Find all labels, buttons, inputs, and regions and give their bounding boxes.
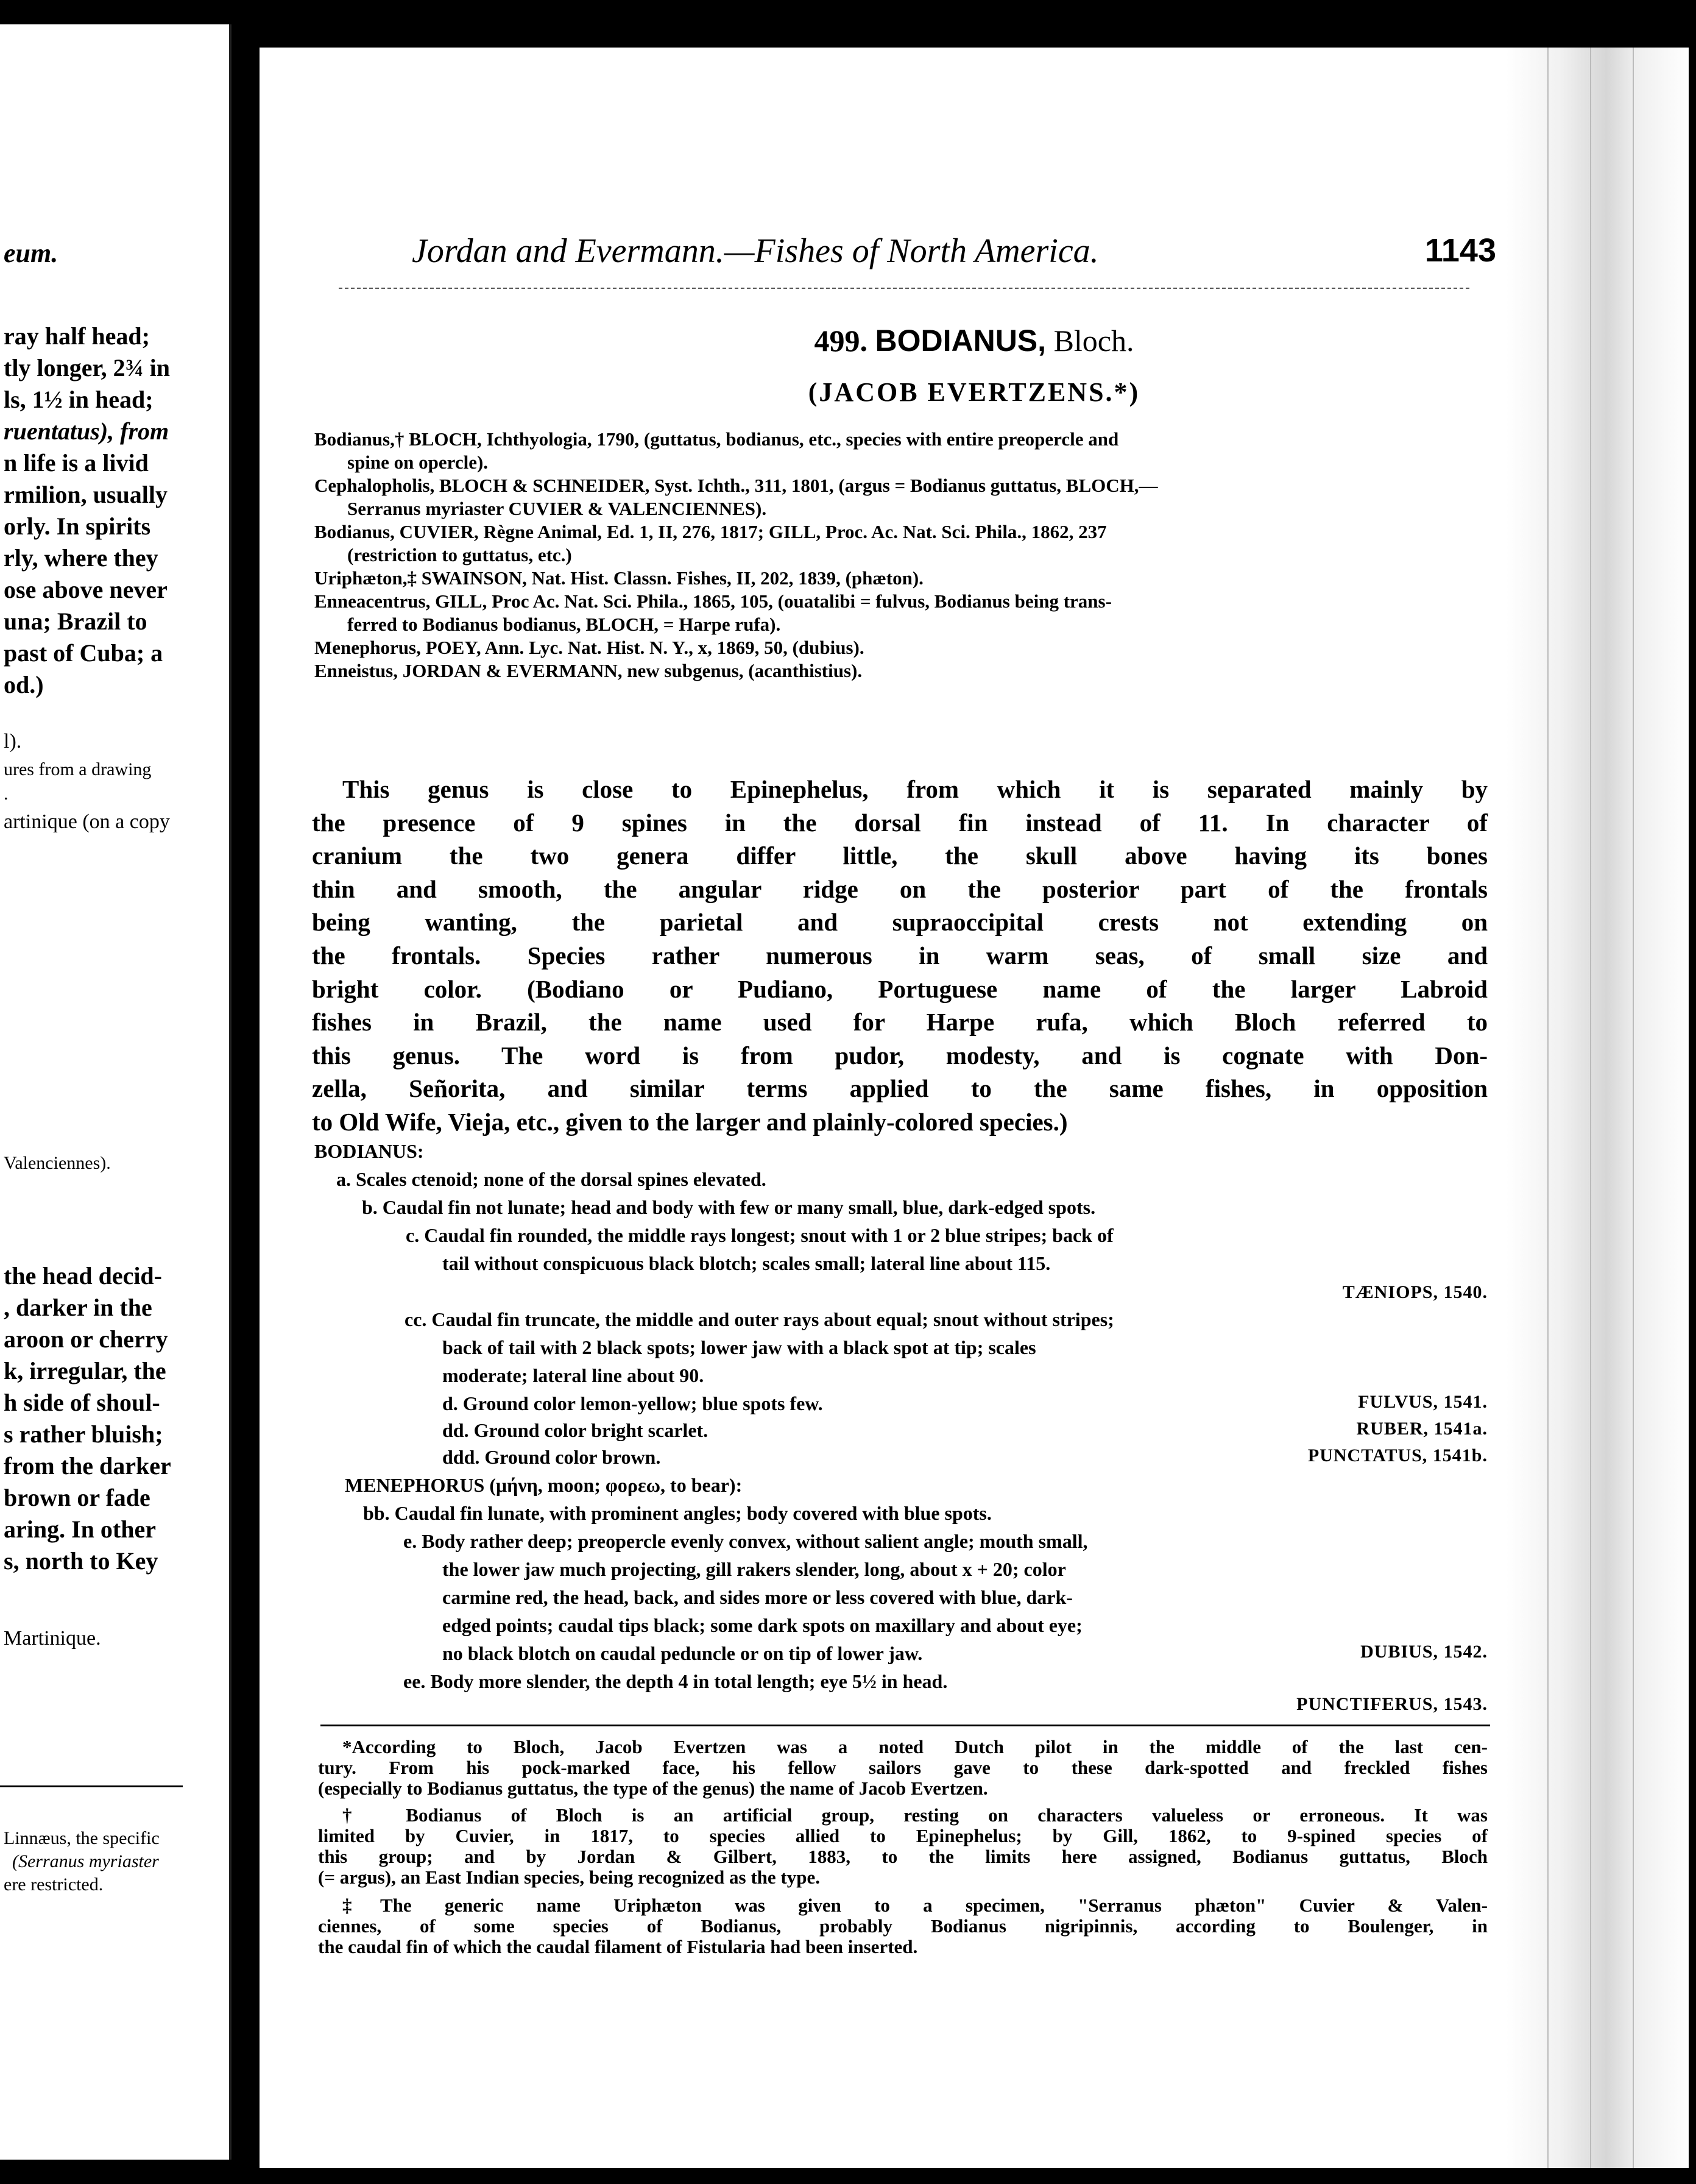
- footnote-line: † Bodianus of Bloch is an artificial group, resting on characters valueless or erroneous. It was: [342, 1804, 1488, 1826]
- key-line: no black blotch on caudal peduncle or on tip of lower jaw.: [442, 1642, 923, 1664]
- key-heading: BODIANUS:: [314, 1140, 424, 1162]
- prev-page-line: l).: [4, 730, 22, 753]
- prev-page-line: artinique (on a copy: [4, 810, 170, 833]
- page-edge-line: [1547, 48, 1549, 2168]
- page-edge-line: [1633, 48, 1634, 2168]
- prev-page-footnote-line: Linnæus, the specific: [4, 1828, 160, 1848]
- prev-page-footnote-rule: [0, 1785, 183, 1787]
- prev-page-line: brown or fade: [4, 1484, 150, 1511]
- prev-page-line: una; Brazil to: [4, 608, 147, 635]
- prev-page-line: orly. In spirits: [4, 512, 151, 540]
- synonymy-entry-continued: ferred to Bodianus bodianus, BLOCH, = Harpe rufa).: [347, 614, 781, 635]
- page-edge-line: [1590, 48, 1591, 2168]
- prev-page-line: from the darker: [4, 1452, 171, 1480]
- key-line: moderate; lateral line about 90.: [442, 1364, 704, 1386]
- key-line: tail without conspicuous black blotch; scales small; lateral line about 115.: [442, 1252, 1051, 1274]
- description-line: being wanting, the parietal and supraoccipital crests not extending on: [312, 908, 1488, 937]
- description-line: fishes in Brazil, the name used for Harpe rufa, which Bloch referred to: [312, 1008, 1488, 1037]
- footnote-line: (= argus), an East Indian species, being recognized as the type.: [318, 1867, 820, 1888]
- description-line: thin and smooth, the angular ridge on the posterior part of the frontals: [312, 874, 1488, 903]
- genus-name: BODIANUS,: [875, 324, 1047, 358]
- prev-page-line: past of Cuba; a: [4, 639, 163, 667]
- key-line: ddd. Ground color brown.: [442, 1446, 661, 1468]
- synonymy-entry-continued: Serranus myriaster CUVIER & VALENCIENNES).: [347, 498, 767, 519]
- key-line: back of tail with 2 black spots; lower jaw with a black spot at tip; scales: [442, 1336, 1036, 1358]
- prev-page-line: ray half head;: [4, 322, 150, 350]
- page-number: 1143: [1424, 232, 1496, 269]
- synonymy-entry: Uriphæton,‡ SWAINSON, Nat. Hist. Classn. Fishes, II, 202, 1839, (phæton).: [314, 567, 924, 589]
- prev-page-line: rly, where they: [4, 544, 158, 572]
- description-line: this genus. The word is from pudor, modesty, and is cognate with Don-: [312, 1041, 1488, 1069]
- key-line: c. Caudal fin rounded, the middle rays longest; snout with 1 or 2 blue stripes; back of: [406, 1224, 1114, 1246]
- prev-page-line: tly longer, 2¾ in: [4, 354, 170, 381]
- prev-page-line: s rather bluish;: [4, 1420, 163, 1448]
- key-species-name: FULVUS, 1541.: [1358, 1392, 1488, 1412]
- description-line: This genus is close to Epinephelus, from which it is separated mainly by: [342, 775, 1488, 803]
- synonymy-entry: Menephorus, POEY, Ann. Lyc. Nat. Hist. N. Y., x, 1869, 50, (dubius).: [314, 637, 864, 658]
- synonymy-entry-continued: spine on opercle).: [347, 452, 489, 473]
- genus-number: 499.: [814, 324, 867, 358]
- prev-page-line: ls, 1½ in head;: [4, 386, 154, 413]
- synonymy-entry-continued: (restriction to guttatus, etc.): [347, 544, 572, 566]
- description-line: bright color. (Bodiano or Pudiano, Portuguese name of the larger Labroid: [312, 974, 1488, 1003]
- running-title: Jordan and Evermann.—Fishes of North America.: [412, 232, 1099, 270]
- genus-author: Bloch.: [1053, 324, 1134, 358]
- genus-heading: [260, 323, 1689, 358]
- key-species-name: PUNCTATUS, 1541b.: [1307, 1445, 1488, 1466]
- key-line: bb. Caudal fin lunate, with prominent angles; body covered with blue spots.: [363, 1502, 992, 1524]
- key-line: e. Body rather deep; preopercle evenly convex, without salient angle; mouth small,: [403, 1530, 1088, 1552]
- key-line: the lower jaw much projecting, gill rakers slender, long, about x + 20; color: [442, 1558, 1066, 1580]
- key-line: b. Caudal fin not lunate; head and body with few or many small, blue, dark-edged spots.: [362, 1196, 1096, 1218]
- prev-page-line: .: [4, 784, 9, 804]
- footnote-line: tury. From his pock-marked face, his fellow sailors gave to these dark-spotted and freckled fishes: [318, 1757, 1488, 1778]
- synonymy-entry: Bodianus,† BLOCH, Ichthyologia, 1790, (guttatus, bodianus, etc., species with entire preopercle and: [314, 428, 1119, 450]
- key-species-name: PUNCTIFERUS, 1543.: [1296, 1694, 1488, 1714]
- key-subgenus-heading: MENEPHORUS (μήνη, moon; φορεω, to bear):: [345, 1474, 743, 1496]
- prev-page-line: the head decid-: [4, 1262, 162, 1289]
- genus-description: [312, 773, 1488, 1139]
- prev-page-line: rmilion, usually: [4, 481, 168, 508]
- prev-page-line: Valenciennes).: [4, 1153, 111, 1173]
- synonymy-entry: Cephalopholis, BLOCH & SCHNEIDER, Syst. Ichth., 311, 1801, (argus = Bodianus guttatus, BLOCH,—: [314, 475, 1158, 496]
- prev-page-line: k, irregular, the: [4, 1357, 166, 1384]
- footnote-line: ‡The generic name Uriphæton was given to a specimen, "Serranus phæton" Cuvier & Valen-: [342, 1895, 1488, 1916]
- description-line: to Old Wife, Vieja, etc., given to the larger and plainly-colored species.): [312, 1107, 1068, 1136]
- footnote-line: this group; and by Jordan & Gilbert, 1883, to the limits here assigned, Bodianus guttatus, Bloch: [318, 1846, 1488, 1867]
- key-line: dd. Ground color bright scarlet.: [442, 1419, 708, 1441]
- prev-page-line: n life is a livid: [4, 449, 149, 477]
- key-line: carmine red, the head, back, and sides more or less covered with blue, dark-: [442, 1586, 1073, 1608]
- book-page: [260, 48, 1689, 2168]
- footnote-double-dagger: [318, 1895, 1488, 1957]
- genus-common-name: (JACOB EVERTZENS.*): [808, 377, 1140, 407]
- synonymy-block: [314, 428, 1484, 682]
- footnote-asterisk: [318, 1737, 1488, 1799]
- prev-page-line: Martinique.: [4, 1627, 101, 1650]
- key-species-name: TÆNIOPS, 1540.: [1342, 1282, 1488, 1302]
- prev-page-footnote-line: ere restricted.: [4, 1874, 104, 1895]
- description-line: the presence of 9 spines in the dorsal fin instead of 11. In character of: [312, 808, 1488, 837]
- prev-page-line: h side of shoul-: [4, 1389, 160, 1416]
- key-line: ee. Body more slender, the depth 4 in total length; eye 5½ in head.: [403, 1670, 948, 1692]
- prev-page-line: s, north to Key: [4, 1547, 158, 1575]
- key-line: cc. Caudal fin truncate, the middle and outer rays about equal; snout without stripes;: [405, 1308, 1114, 1330]
- header-rule: [339, 288, 1472, 289]
- prev-page-line: ruentatus), from: [4, 417, 169, 445]
- description-line: the frontals. Species rather numerous in warm seas, of small size and: [312, 941, 1488, 970]
- prev-page-line: ures from a drawing: [4, 759, 152, 779]
- prev-page-line: aroon or cherry: [4, 1325, 168, 1353]
- prev-page-line: od.): [4, 671, 44, 698]
- key-line: a. Scales ctenoid; none of the dorsal spines elevated.: [336, 1168, 766, 1190]
- key-line: d. Ground color lemon-yellow; blue spots few.: [442, 1392, 823, 1414]
- key-species-name: DUBIUS, 1542.: [1360, 1642, 1488, 1662]
- footnote-line: ciennes, of some species of Bodianus, probably Bodianus nigripinnis, according to Boulenger, in: [318, 1915, 1488, 1937]
- synonymy-entry: Bodianus, CUVIER, Règne Animal, Ed. 1, II, 276, 1817; GILL, Proc. Ac. Nat. Sci. Phila., 1862, 237: [314, 521, 1107, 542]
- description-line: cranium the two genera differ little, the skull above having its bones: [312, 842, 1488, 870]
- footnote-line: (especially to Bodianus guttatus, the type of the genus) the name of Jacob Evertzen.: [318, 1778, 988, 1799]
- prev-page-footnote-line: (Serranus myriaster: [12, 1851, 159, 1871]
- synonymy-entry: Enneacentrus, GILL, Proc Ac. Nat. Sci. Phila., 1865, 105, (ouatalibi = fulvus, Bodianus being trans-: [314, 590, 1112, 612]
- description-line: zella, Señorita, and similar terms applied to the same fishes, in opposition: [312, 1074, 1488, 1103]
- footnote-line: the caudal fin of which the caudal filament of Fistularia had been inserted.: [318, 1936, 918, 1957]
- footnote-line: limited by Cuvier, in 1817, to species allied to Epinephelus; by Gill, 1862, to 9-spined species of: [318, 1825, 1488, 1846]
- prev-page-header-fragment: eum.: [4, 238, 58, 268]
- prev-page-line: aring. In other: [4, 1516, 156, 1543]
- prev-page-line: , darker in the: [4, 1294, 152, 1321]
- footnote-line: *According to Bloch, Jacob Evertzen was a noted Dutch pilot in the middle of the last cen-: [342, 1736, 1488, 1757]
- footnote-dagger: [318, 1805, 1488, 1888]
- running-header: [412, 232, 1496, 280]
- footnote-rule: [320, 1725, 1490, 1726]
- prev-page-line: ose above never: [4, 576, 168, 603]
- key-line: edged points; caudal tips black; some dark spots on maxillary and about eye;: [442, 1614, 1083, 1636]
- page-edge-shading: [1506, 48, 1689, 2168]
- key-species-name: RUBER, 1541a.: [1356, 1419, 1488, 1439]
- previous-page-fragment: [0, 24, 231, 2160]
- synonymy-entry: Enneistus, JORDAN & EVERMANN, new subgenus, (acanthistius).: [314, 660, 863, 681]
